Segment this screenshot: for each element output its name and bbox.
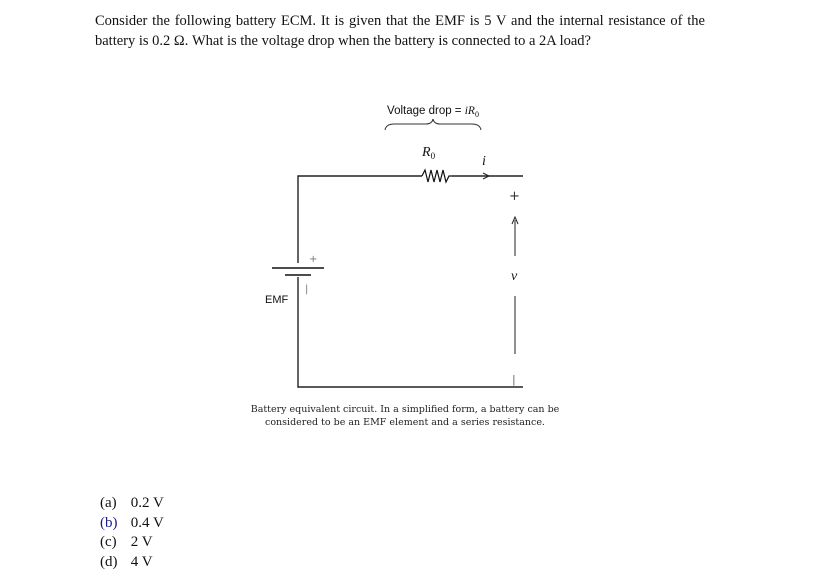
battery-plus-sign: + — [309, 254, 318, 265]
battery-minus-sign: | — [305, 284, 309, 295]
top-left-wire — [298, 176, 422, 263]
emf-label: EMF — [265, 294, 289, 306]
option-b[interactable] — [100, 514, 164, 534]
answer-options — [100, 494, 164, 572]
option-letter: (a) — [100, 495, 117, 511]
option-c[interactable] — [100, 533, 164, 553]
resistor-symbol — [422, 170, 452, 182]
figure-caption: Battery equivalent circuit. In a simplified form, a battery can be considered to be an EMF element and a series resistance. — [250, 404, 560, 428]
option-a[interactable] — [100, 494, 164, 514]
voltage-drop-label: Voltage drop = $iR_0$ — [387, 105, 479, 119]
resistor-label: $R_0$ — [422, 145, 436, 161]
option-text: 0.2 V — [130, 495, 164, 511]
option-text: 0.4 V — [130, 514, 164, 531]
option-letter: (b) — [100, 514, 118, 531]
option-text: 4 V — [130, 553, 153, 570]
option-letter: (d) — [100, 553, 118, 570]
option-text: 2 V — [130, 534, 153, 550]
question-text: Consider the following battery ECM. It is given that the EMF is 5 V and the internal resistance of the battery is 0.2 Ω. What is the voltage drop when the battery is connected to a 2A load? — [95, 13, 705, 49]
option-d[interactable] — [100, 553, 164, 573]
voltage-plus-sign: + — [509, 189, 520, 204]
voltage-minus-sign: | — [512, 373, 516, 386]
current-label: i — [482, 154, 486, 169]
voltage-label: v — [511, 269, 518, 284]
voltage-drop-brace — [385, 119, 481, 130]
option-letter: (c) — [100, 534, 117, 550]
bottom-wire — [298, 277, 523, 387]
